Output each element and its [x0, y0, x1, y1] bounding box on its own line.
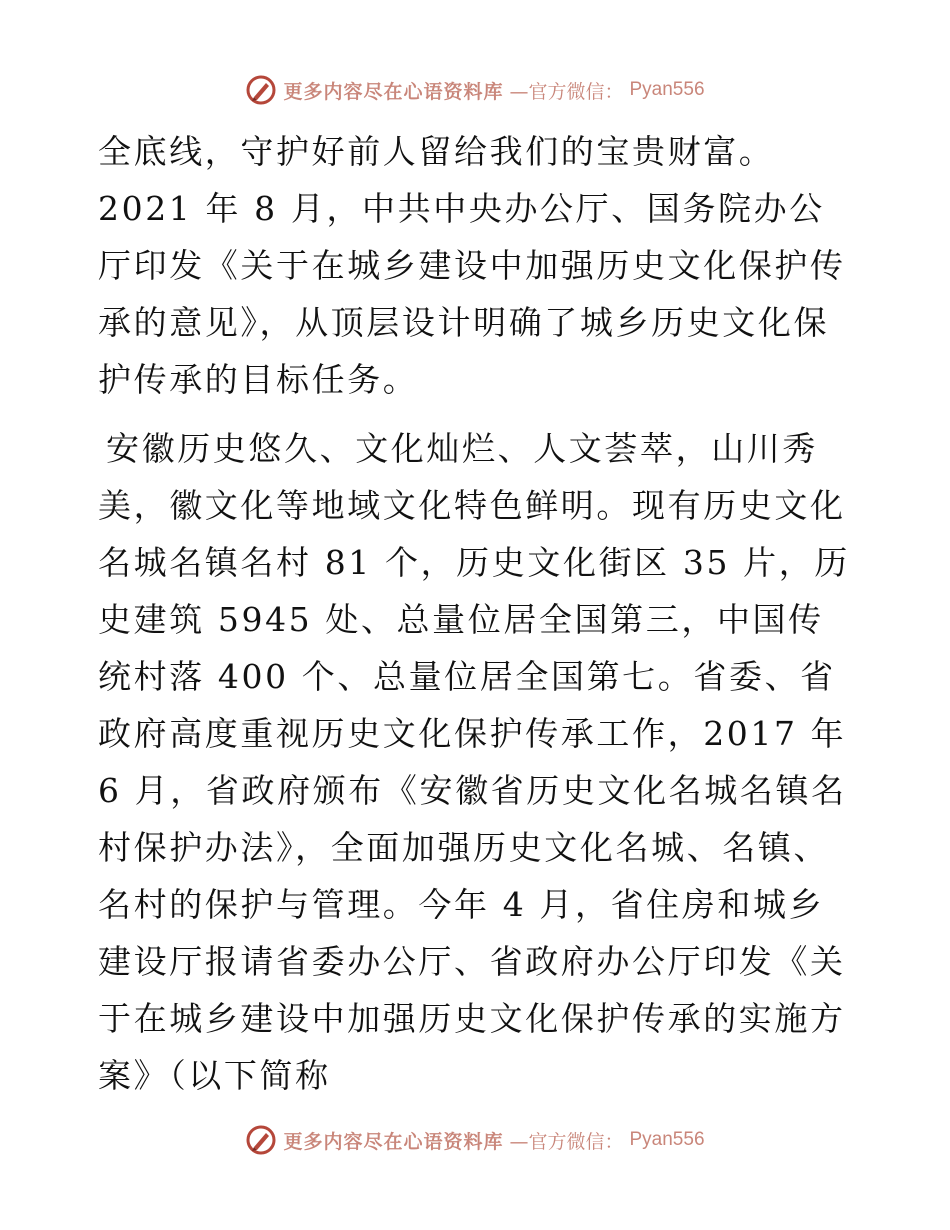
watermark-separator: —官方微信：: [509, 80, 624, 103]
paragraph: 全底线，守护好前人留给我们的宝贵财富。2021 年 8 月，中共中央办公厅、国务院办公厅印发《关于在城乡建设中加强历史文化保护传承的意见》，从顶层设计明确了城乡历史文化保护传承的目标任务。: [98, 132, 846, 399]
watermark-group: [245, 1124, 704, 1156]
document-body: [98, 123, 858, 1104]
watermark-text: 更多内容尽在心语资料库: [283, 1130, 504, 1153]
watermark-separator: —官方微信：: [509, 1130, 624, 1153]
watermark-text: 更多内容尽在心语资料库: [283, 80, 504, 103]
watermark-group: [245, 74, 704, 106]
paragraph: 安徽历史悠久、文化灿烂、人文荟萃，山川秀美，徽文化等地域文化特色鲜明。现有历史文化名城名镇名村 81 个，历史文化街区 35 片，历史建筑 5945 处、总量位居全国第三，中国传统村落 400 个、总量位居全国第七。省委、省政府高度重视历史文化保护传承工作，2017 年 6 月，省政府颁布《安徽省历史文化名城名镇名村保护办法》，全面加强历史文化名城、名镇、名村的保护与管理。今年 4 月，省住房和城乡建设厅报请省委办公厅、省政府办公厅印发《关于在城乡建设中加强历史文化保护传承的实施方案》（以下简称: [98, 429, 850, 1095]
watermark-account: Pyan556: [629, 1129, 705, 1150]
pen-circle-logo-icon: [245, 1124, 277, 1156]
watermark-account: Pyan556: [629, 79, 705, 100]
header-watermark: [0, 70, 950, 110]
pen-circle-logo-icon: [245, 74, 277, 106]
footer-watermark: [0, 1120, 950, 1160]
